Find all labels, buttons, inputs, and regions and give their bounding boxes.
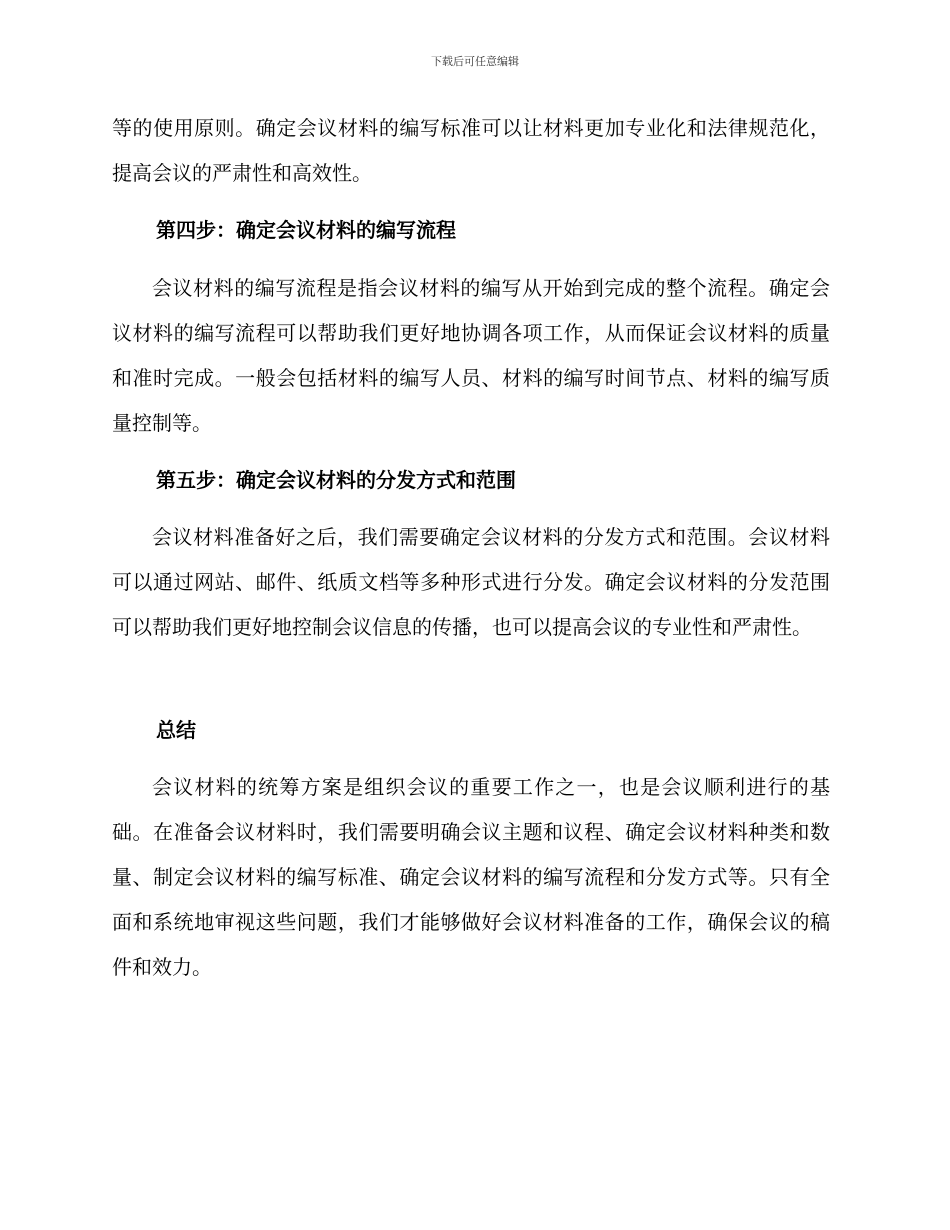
paragraph-continuation: 等的使用原则。确定会议材料的编写标准可以让材料更加专业化和法律规范化，提高会议的严肃性和高效性。 <box>112 116 830 185</box>
paragraph-distribution: 会议材料准备好之后，我们需要确定会议材料的分发方式和范围。会议材料可以通过网站、邮件、纸质文档等多种形式进行分发。确定会议材料的分发范围可以帮助我们更好地控制会议信息的传播，也可以提高会议的专业性和严肃性。 <box>112 525 830 639</box>
heading-summary: 总结 <box>156 718 196 742</box>
paragraph-writing-process: 会议材料的编写流程是指会议材料的编写从开始到完成的整个流程。确定会议材料的编写流程可以帮助我们更好地协调各项工作，从而保证会议材料的质量和准时完成。一般会包括材料的编写人员、材料的编写时间节点、材料的编写质量控制等。 <box>112 276 830 435</box>
heading-step-five: 第五步：确定会议材料的分发方式和范围 <box>156 468 516 492</box>
page-header: 下载后可任意编辑 <box>431 55 519 68</box>
heading-step-four: 第四步：确定会议材料的编写流程 <box>156 218 456 242</box>
paragraph-summary: 会议材料的统筹方案是组织会议的重要工作之一，也是会议顺利进行的基础。在准备会议材料时，我们需要明确会议主题和议程、确定会议材料种类和数量、制定会议材料的编写标准、确定会议材料的编写流程和分发方式等。只有全面和系统地审视这些问题，我们才能够做好会议材料准备的工作，确保会议的稿件和效力。 <box>112 775 830 979</box>
